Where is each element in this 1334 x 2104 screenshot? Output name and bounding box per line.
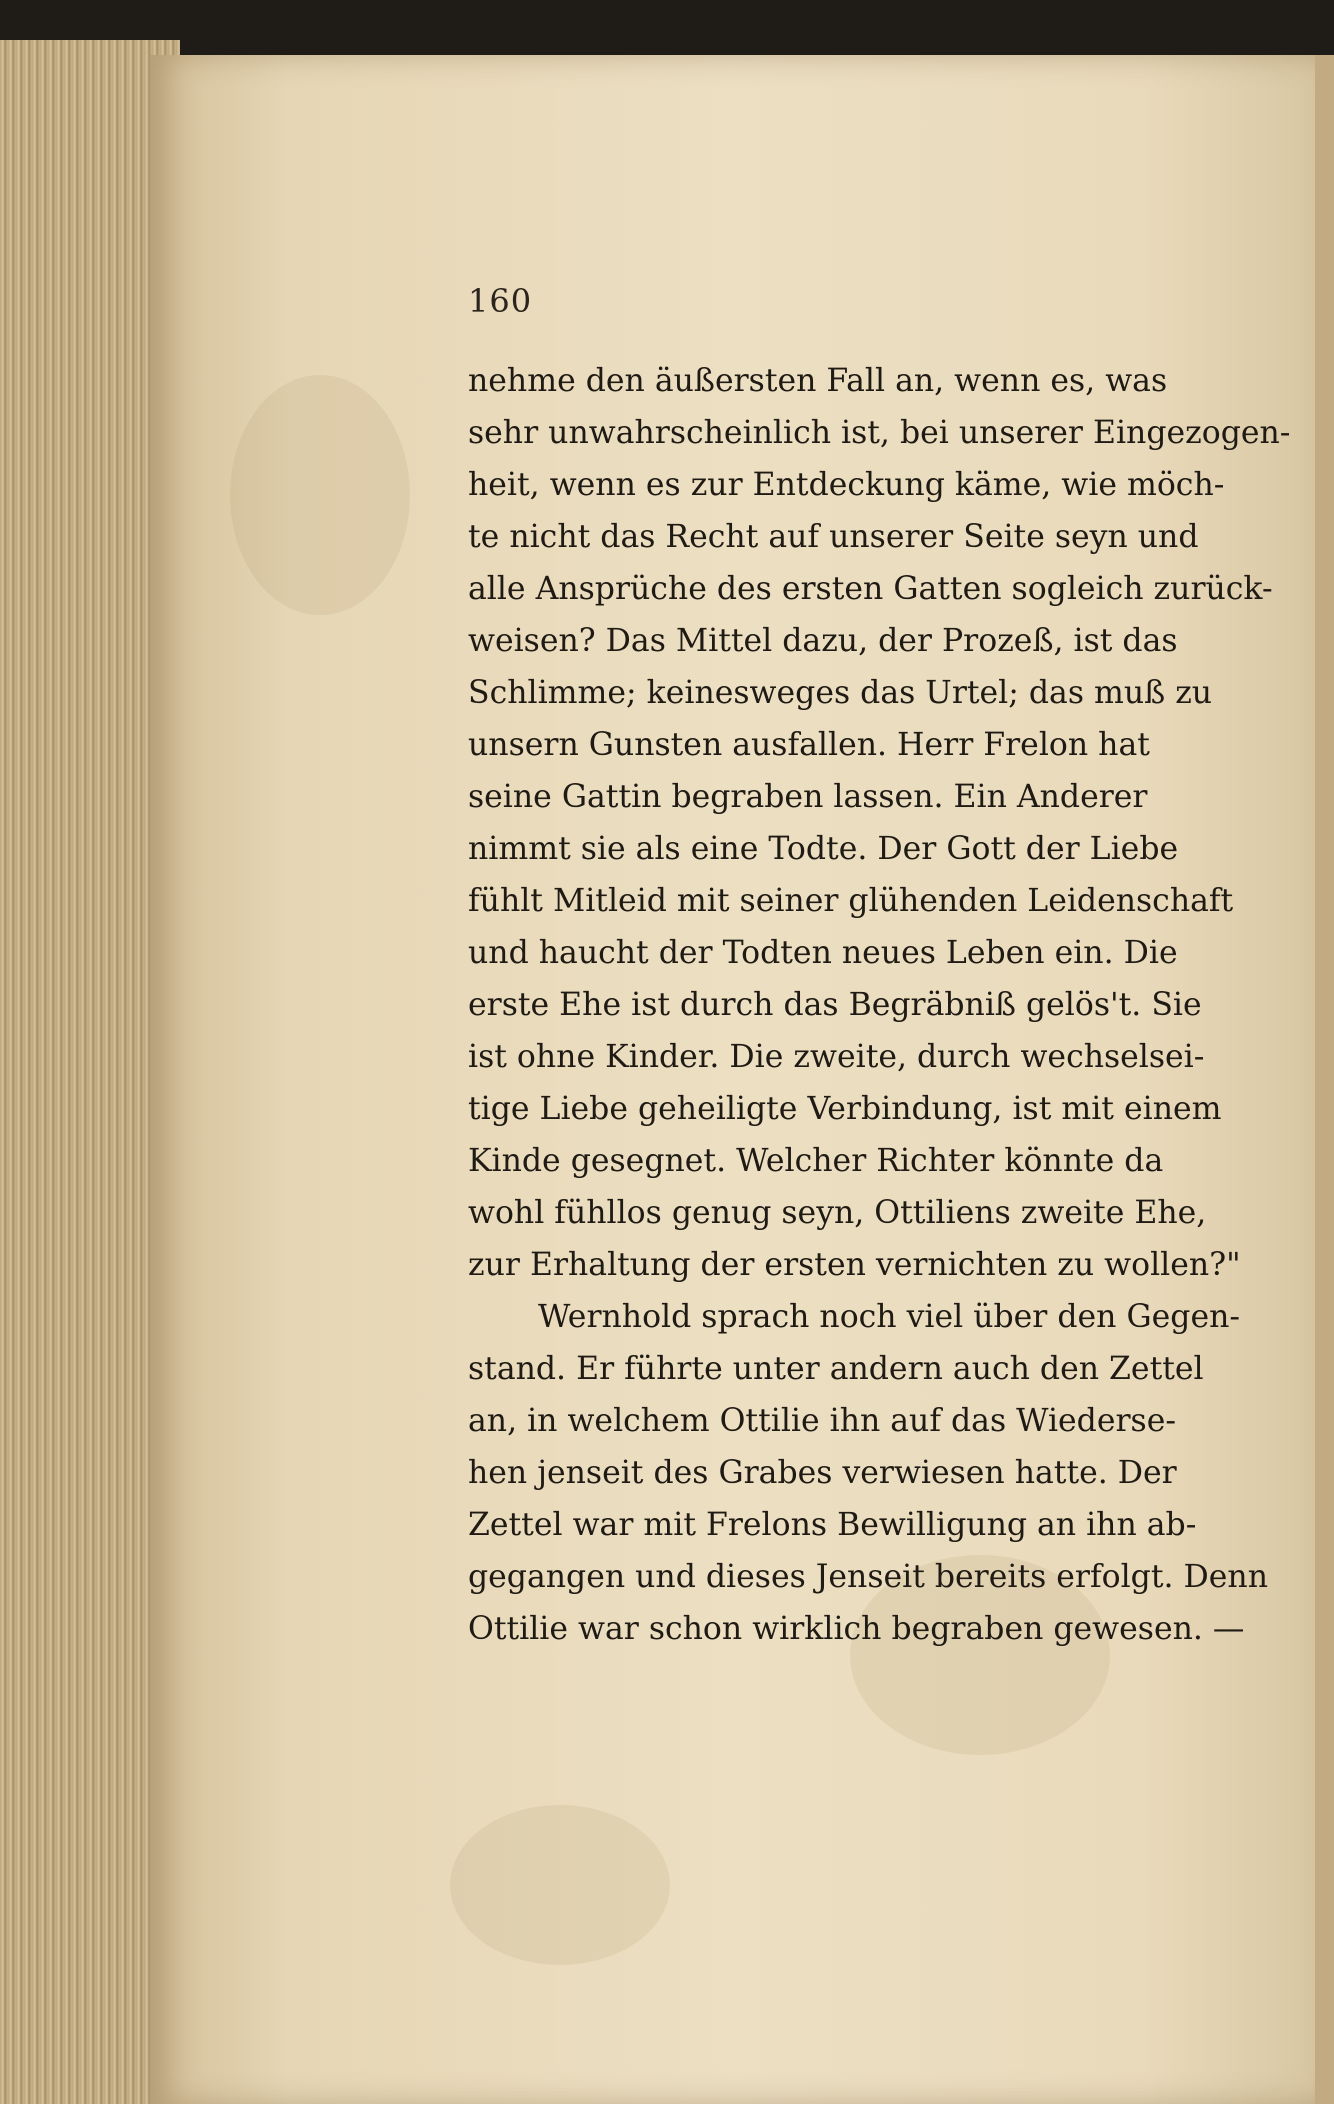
paper-stain: [230, 375, 410, 615]
text-line: weisen? Das Mittel dazu, der Prozeß, ist das: [468, 623, 1178, 659]
text-line: nimmt sie als eine Todte. Der Gott der Liebe: [468, 831, 1179, 867]
text-line: Schlimme; keinesweges das Urtel; das muß zu: [468, 675, 1213, 711]
text-line: und haucht der Todten neues Leben ein. Die: [468, 935, 1178, 971]
text-line: seine Gattin begraben lassen. Ein Anderer: [468, 779, 1148, 815]
text-line: heit, wenn es zur Entdeckung käme, wie möch-: [468, 467, 1225, 503]
text-line: an, in welchem Ottilie ihn auf das Wiederse-: [468, 1403, 1176, 1439]
scan-background: [0, 0, 1334, 58]
text-line: unsern Gunsten ausfallen. Herr Frelon hat: [468, 727, 1150, 763]
text-line: hen jenseit des Grabes verwiesen hatte. Der: [468, 1455, 1177, 1491]
text-line: Kinde gesegnet. Welcher Richter könnte da: [468, 1143, 1164, 1179]
text-line: ist ohne Kinder. Die zweite, durch wechselsei-: [468, 1039, 1205, 1075]
text-line: zur Erhaltung der ersten vernichten zu wollen?": [468, 1247, 1241, 1283]
text-line: Ottilie war schon wirklich begraben gewesen. —: [468, 1611, 1245, 1647]
text-line: Wernhold sprach noch viel über den Gegen-: [538, 1299, 1241, 1335]
text-line: wohl fühllos genug seyn, Ottiliens zweite Ehe,: [468, 1195, 1207, 1231]
text-line: nehme den äußersten Fall an, wenn es, was: [468, 363, 1168, 399]
paper-stain: [450, 1805, 670, 1965]
text-line: te nicht das Recht auf unserer Seite seyn und: [468, 519, 1199, 555]
text-line: tige Liebe geheiligte Verbindung, ist mit einem: [468, 1091, 1222, 1127]
text-line: alle Ansprüche des ersten Gatten sogleich zurück-: [468, 571, 1273, 607]
text-line: stand. Er führte unter andern auch den Zettel: [468, 1351, 1204, 1387]
text-line: erste Ehe ist durch das Begräbniß gelös't. Sie: [468, 987, 1202, 1023]
text-line: Zettel war mit Frelons Bewilligung an ihn ab-: [468, 1507, 1197, 1543]
text-line: gegangen und dieses Jenseit bereits erfolgt. Denn: [468, 1559, 1269, 1595]
text-line: fühlt Mitleid mit seiner glühenden Leidenschaft: [468, 883, 1234, 919]
text-line: sehr unwahrscheinlich ist, bei unserer Eingezogen-: [468, 415, 1291, 451]
page-number: 160: [468, 282, 533, 320]
